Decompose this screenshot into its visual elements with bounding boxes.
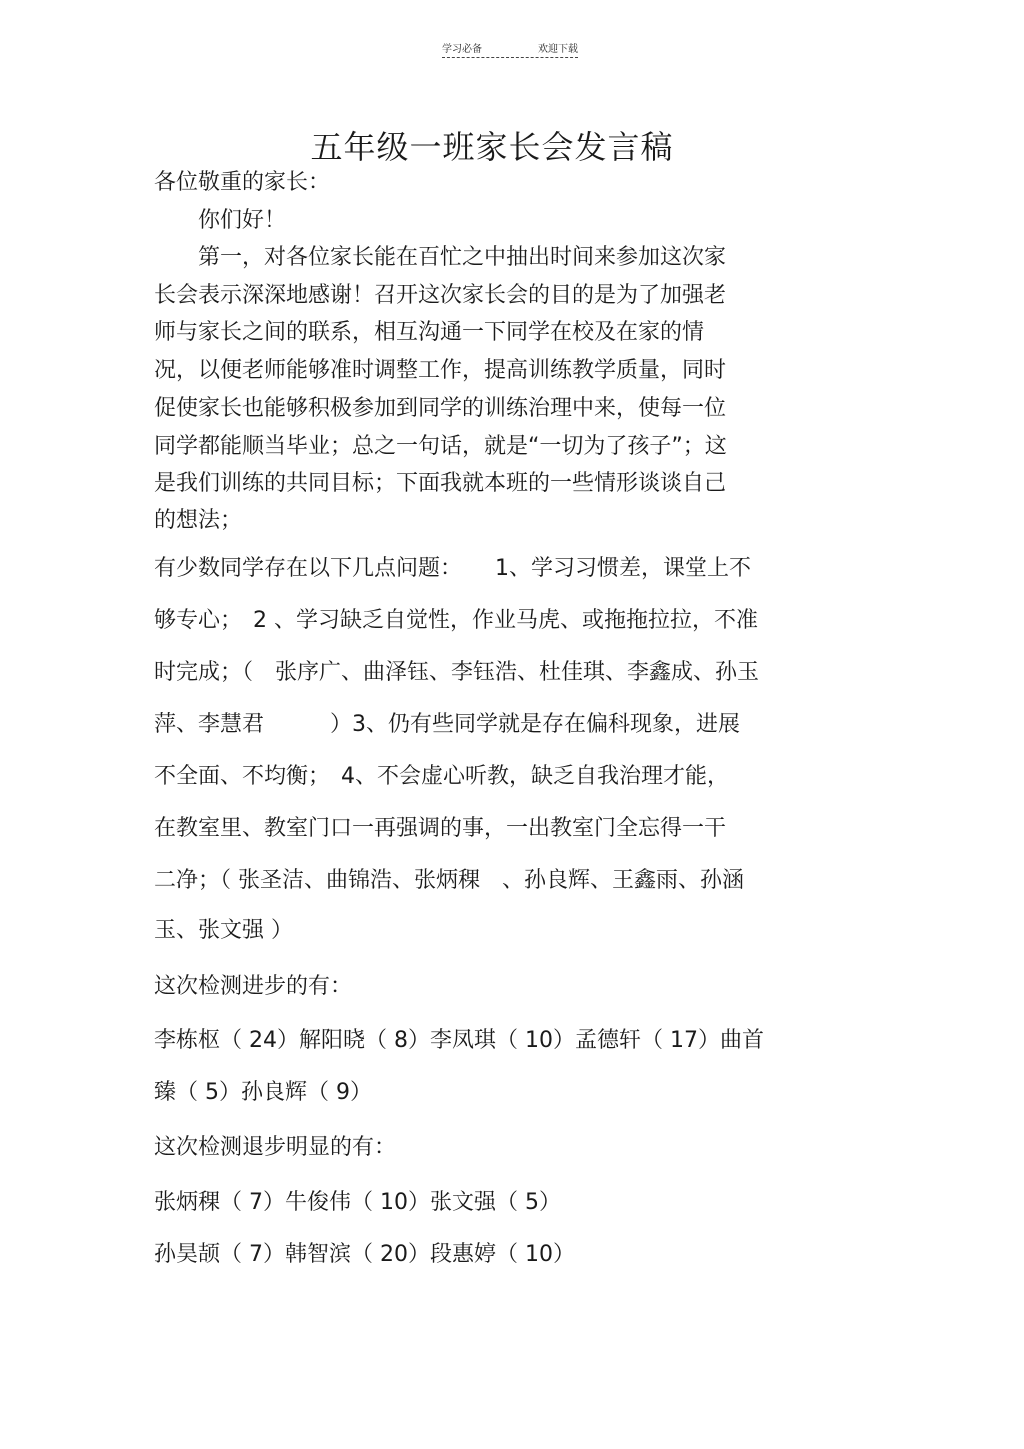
student-list-line: 李栋枢（ 24）解阳晓（ 8）李凤琪（ 10）孟德轩（ 17）曲首 (154, 1028, 764, 1053)
paragraph-line: 况，以便老师能够准时调整工作，提高训练教学质量，同时 (154, 358, 727, 383)
paragraph-line: 长会表示深深地感谢！召开这次家长会的目的是为了加强老 (154, 283, 727, 308)
paragraph-line: 的想法； (154, 508, 243, 533)
salutation: 各位敬重的家长： (154, 170, 331, 195)
paragraph-line: 同学都能顺当毕业；总之一句话，就是“一切为了孩子”；这 (154, 434, 727, 459)
paragraph-line: 时完成；（ 张序广、曲泽钰、李钰浩、杜佳琪、李鑫成、孙玉 (154, 660, 760, 685)
document-title: 五年级一班家长会发言稿 (310, 128, 674, 166)
paragraph-line: 有少数同学存在以下几点问题： 1、学习习惯差，课堂上不 (154, 556, 751, 581)
section-heading: 这次检测进步的有： (154, 974, 353, 999)
paragraph-line: 促使家长也能够积极参加到同学的训练治理中来，使每一位 (154, 396, 727, 421)
paragraph-line: 够专心； 2 、学习缺乏自觉性，作业马虎、或拖拖拉拉，不准 (154, 608, 758, 633)
header-right-text: 欢迎下载 (538, 44, 578, 55)
paragraph-line: 玉、张文强 ） (154, 918, 293, 943)
header-left-text: 学习必备 (442, 44, 482, 55)
page-header (442, 40, 578, 55)
paragraph-line: 是我们训练的共同目标；下面我就本班的一些情形谈谈自己 (154, 471, 727, 496)
student-list-line: 臻（ 5）孙良辉（ 9） (154, 1080, 372, 1105)
paragraph-line: 师与家长之间的联系，相互沟通一下同学在校及在家的情 (154, 320, 705, 345)
paragraph-line: 二净；（ 张圣洁、曲锦浩、张炳稞 、孙良辉、王鑫雨、孙涵 (154, 868, 744, 893)
paragraph-line: 第一，对各位家长能在百忙之中抽出时间来参加这次家 (154, 245, 727, 270)
student-list-line: 张炳稞（ 7）牛俊伟（ 10）张文强（ 5） (154, 1190, 561, 1215)
header-divider (442, 57, 578, 58)
section-heading: 这次检测退步明显的有： (154, 1135, 397, 1160)
paragraph-line: 萍、李慧君 ）3、仍有些同学就是存在偏科现象，进展 (154, 712, 740, 737)
paragraph-line: 不全面、不均衡； 4、不会虚心听教，缺乏自我治理才能， (154, 764, 729, 789)
student-list-line: 孙昊颉（ 7）韩智滨（ 20）段惠婷（ 10） (154, 1242, 575, 1267)
paragraph-line: 在教室里、教室门口一再强调的事，一出教室门全忘得一干 (154, 816, 727, 841)
greeting: 你们好！ (154, 208, 287, 233)
